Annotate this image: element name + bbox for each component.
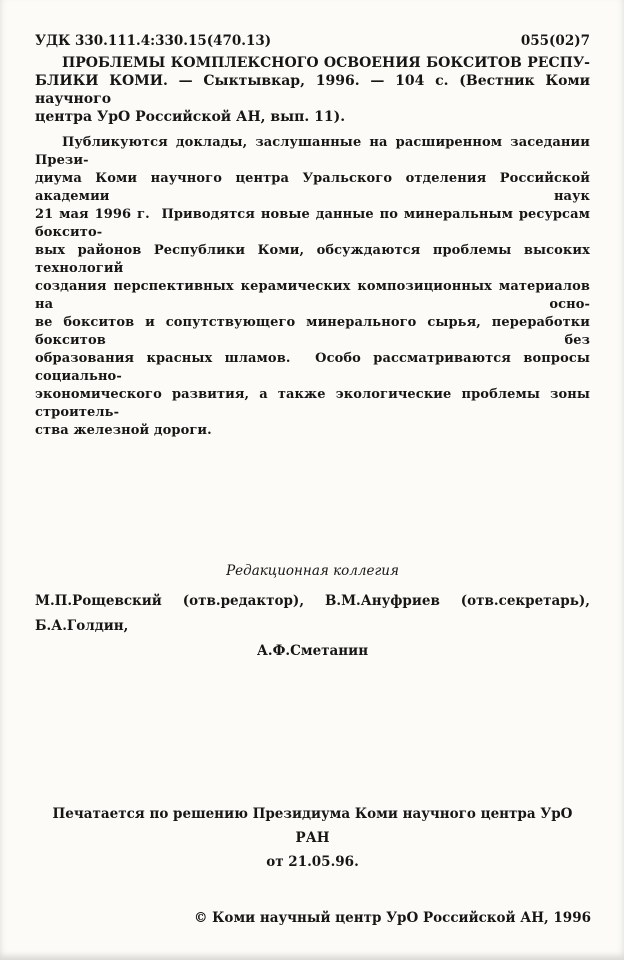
text-line: Публикуются доклады, заслушанные на расширенном заседании Прези- [35, 135, 595, 168]
copyright-line: © Коми научный центр УрО Российской АН, 1996 [193, 910, 591, 926]
header-row [35, 33, 590, 50]
text-line: экономического развития, а также экологические проблемы зоны строитель- [35, 387, 595, 420]
publication-decision-note [35, 802, 590, 874]
text-line: А.Ф.Сметанин [256, 643, 369, 659]
text-line: от 21.05.96. [266, 854, 359, 870]
text-line: ства железной дороги. [35, 423, 212, 438]
editorial-board-names [35, 589, 595, 664]
udc-number: УДК 330.111.4:330.15(470.13) [35, 33, 272, 49]
text-line: БЛИКИ КОМИ. — Сыктывкар, 1996. — 104 с. (Вестник Коми научного [35, 73, 595, 107]
text-line: вых районов Республики Коми, обсуждаются проблемы высоких технологий [35, 243, 595, 276]
classification-code: 055(02)7 [520, 33, 590, 49]
text-line: образования красных шламов. Особо рассматриваются вопросы социально- [35, 351, 595, 384]
text-line: диума Коми научного центра Уральского отделения Российской академии наук [35, 171, 595, 204]
text-line: ПРОБЛЕМЫ КОМПЛЕКСНОГО ОСВОЕНИЯ БОКСИТОВ РЕСПУ- [62, 55, 590, 71]
annotation-paragraph [35, 134, 595, 440]
text-line: 21 мая 1996 г. Приводятся новые данные по минеральным ресурсам боксито- [35, 207, 595, 240]
text-line: ве бокситов и сопутствующего минерального сырья, переработки бокситов без [35, 315, 595, 348]
editorial-board-heading: Редакционная коллегия [226, 563, 399, 579]
editorial-board-section [35, 562, 595, 664]
text-line: создания перспективных керамических композиционных материалов на осно- [35, 279, 595, 312]
text-line: Печатается по решению Президиума Коми научного центра УрО РАН [52, 806, 578, 846]
bibliographic-title [35, 54, 595, 126]
text-line: М.П.Рощевский (отв.редактор), В.М.Ануфриев (отв.секретарь), Б.А.Голдин, [35, 593, 595, 634]
text-line: центра УрО Российской АН, вып. 11). [35, 109, 346, 125]
